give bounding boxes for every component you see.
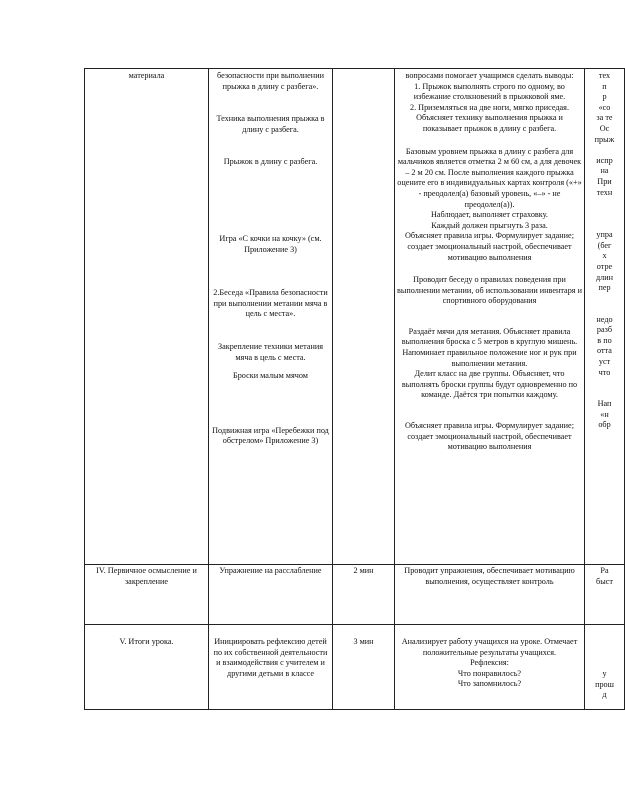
activity-text: Подвижная игра «Перебежки под обстрелом» Приложение 3) <box>212 425 329 446</box>
teacher-activity-cell <box>395 625 585 710</box>
stage-text: V. Итоги урока. <box>119 637 174 646</box>
teacher-text: Наблюдает, выполняет страховку. <box>431 210 548 220</box>
student-text: При <box>597 176 612 186</box>
time-cell <box>333 565 395 625</box>
student-text: Ра <box>600 566 609 575</box>
activity-text: безопасности при выполнении прыжка в длину с разбега». <box>217 71 324 91</box>
student-text: на <box>600 166 609 176</box>
activity-text: Упражнение на расслабление <box>219 566 322 575</box>
teacher-text: 1. Прыжок выполнять строго по одному, во избежание столкновений в прыжковой яме. <box>413 81 566 102</box>
table-row <box>85 69 625 565</box>
activity-cell <box>209 625 333 710</box>
teacher-text: Объясняет правила игры. Формулирует задание; создает эмоциональный настрой, обеспечивает мотивацию выполнения <box>405 231 574 262</box>
student-text: «н <box>600 409 609 419</box>
teacher-activity-cell <box>395 69 585 565</box>
time-text: 3 мин <box>353 637 374 646</box>
student-text: р <box>602 92 607 102</box>
table-row <box>85 565 625 625</box>
student-text: тех <box>598 71 611 80</box>
student-text: прош <box>595 679 614 689</box>
activity-text: 2.Беседа «Правила безопасности при выполнении метании мяча в цель с места». <box>213 288 328 319</box>
student-text: Нап <box>597 399 612 409</box>
teacher-text: Проводит беседу о правилах поведения при выполнении метании, об использовании инвентаря и спортивного оборудования <box>397 275 582 306</box>
table-row <box>85 625 625 710</box>
teacher-text: 2. Приземляться на две ноги, мягко приседая. <box>409 102 569 112</box>
teacher-text: Базовым уровнем прыжка в длину с разбега для мальчиков является отметка 2 м 60 см, а для девочек – 2 м 20 см. После выполнения каждого прыжка оцените его в индивидуальных картах контроля («+» - преодолел(а) базовый уровень, «–» - не преодолел(а)). <box>397 146 582 209</box>
student-activity-cell <box>585 625 625 710</box>
student-text: техн <box>596 187 613 197</box>
lesson-plan-body <box>85 69 625 710</box>
student-text: обр <box>598 420 611 430</box>
student-text: длин <box>595 272 613 282</box>
activity-text: Закрепление техники метания мяча в цель с места. <box>217 341 323 362</box>
student-text: п <box>602 81 607 91</box>
stage-text: материала <box>128 71 165 80</box>
time-cell <box>333 69 395 565</box>
student-text: испр <box>596 155 613 165</box>
activity-text: Прыжок в длину с разбега. <box>223 157 318 167</box>
time-text: 2 мин <box>353 566 374 575</box>
student-activity-cell <box>585 565 625 625</box>
student-text: что <box>598 367 611 377</box>
student-text: «со <box>598 102 611 112</box>
student-text: у <box>602 669 607 678</box>
teacher-text: Каждый должен прыгнуть 3 раза. <box>431 220 548 230</box>
time-cell <box>333 625 395 710</box>
teacher-text: Что запомнилось? <box>457 679 522 689</box>
activity-text: Игра «С кочки на кочку» (см. Приложение 3) <box>219 233 322 254</box>
activity-text: Броски малым мячом <box>233 371 308 381</box>
student-text: упра <box>596 230 613 240</box>
teacher-text: Раздаёт мячи для метания. Объясняет правила выполнения броска с 5 метров в круглую мишень. Напоминает правильное положение ног и рук при выполнении метания. <box>401 326 578 368</box>
student-text: отта <box>597 346 612 356</box>
teacher-text: Что понравилось? <box>457 668 522 678</box>
stage-cell <box>85 69 209 565</box>
stage-cell <box>85 625 209 710</box>
stage-text: IV. Первичное осмысление и закрепление <box>96 566 197 586</box>
lesson-plan-table <box>84 68 625 710</box>
student-text: Ос <box>599 123 610 133</box>
teacher-text: Анализирует работу учащихся на уроке. Отмечает положительные результаты учащихся. <box>401 637 578 657</box>
student-text: пер <box>598 283 611 293</box>
student-text: за те <box>596 113 613 123</box>
student-text: отре <box>596 261 613 271</box>
student-text: (бег <box>597 240 612 250</box>
teacher-text: Делит класс на две группы. Объясняет, что выполнять броски группы будут одновременно по команде. Даётся три попытки каждому. <box>401 369 578 400</box>
stage-cell <box>85 565 209 625</box>
teacher-text: Рефлексия: <box>470 658 509 668</box>
teacher-activity-cell <box>395 565 585 625</box>
activity-text: Техника выполнения прыжка в длину с разбега. <box>216 114 325 134</box>
teacher-text: Проводит упражнения, обеспечивает мотивацию выполнения, осуществляет контроль <box>404 566 575 586</box>
activity-text: Инициировать рефлексию детей по их собственной деятельности и взаимодействия с учителем и другими детьми в классе <box>213 637 328 678</box>
student-text: в по <box>597 335 612 345</box>
student-text <box>587 145 622 156</box>
student-activity-cell <box>585 69 625 565</box>
student-text: быст <box>596 576 613 586</box>
student-text: разб <box>596 325 613 335</box>
student-text: д <box>602 690 607 700</box>
student-text: прыж <box>594 134 615 144</box>
activity-cell <box>209 565 333 625</box>
student-text: х <box>602 251 607 261</box>
activity-cell <box>209 69 333 565</box>
teacher-text: Объясняет технику выполнения прыжка и показывает прыжок в длину с разбега. <box>416 113 563 133</box>
teacher-text: вопросами помогает учащимся сделать выводы: <box>405 71 574 80</box>
student-text: уст <box>598 357 611 367</box>
teacher-text: Объясняет правила игры. Формулирует задание; создает эмоциональный настрой, обеспечивает мотивацию выполнения <box>405 421 574 452</box>
student-text: недо <box>596 314 613 324</box>
